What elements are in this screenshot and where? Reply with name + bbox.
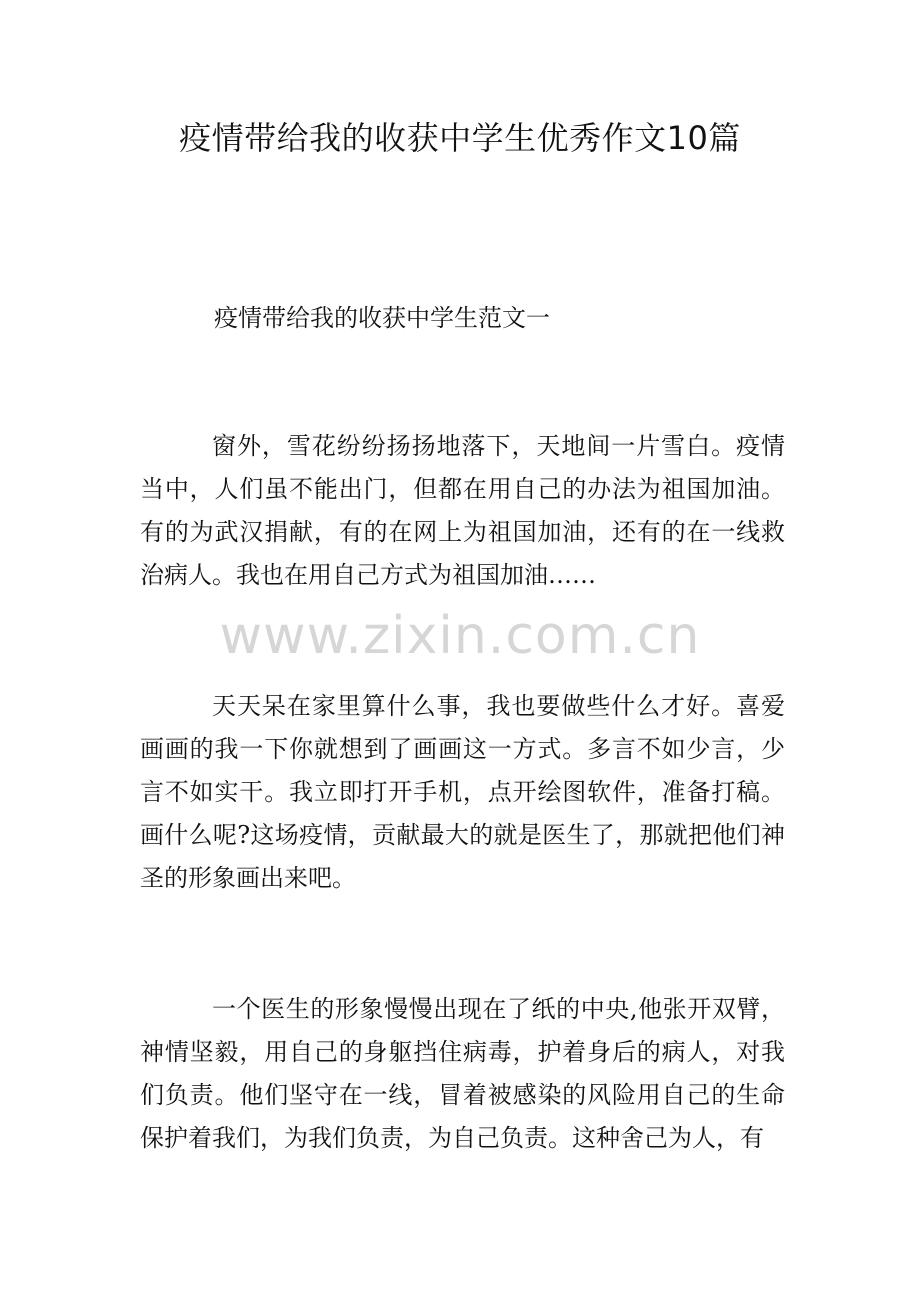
paragraph-3: 一个医生的形象慢慢出现在了纸的中央,他张开双臂，神情坚毅，用自己的身躯挡住病毒，护着身后的病人，对我们负责。他们坚守在一线，冒着被感染的风险用自己的生命保护着我们，为我们负责，为自己负责。这种舍己为人，有 (140, 995, 785, 1152)
paragraph-1: 窗外，雪花纷纷扬扬地落下，天地间一片雪白。疫情当中，人们虽不能出门，但都在用自己的办法为祖国加油。有的为武汉捐献，有的在网上为祖国加油，还有的在一线救治病人。我也在用自己方式为祖国加油…… (140, 432, 785, 589)
section-heading: 疫情带给我的收获中学生范文一 (214, 304, 550, 332)
paragraph-2: 天天呆在家里算什么事，我也要做些什么才好。喜爱画画的我一下你就想到了画画这一方式。多言不如少言，少言不如实干。我立即打开手机，点开绘图软件，准备打稿。画什么呢?这场疫情，贡献最大的就是医生了，那就把他们神圣的形象画出来吧。 (140, 692, 785, 892)
document-title: 疫情带给我的收获中学生优秀作文10篇 (179, 119, 741, 157)
watermark-text: www.zixin.com.cn (219, 606, 701, 666)
